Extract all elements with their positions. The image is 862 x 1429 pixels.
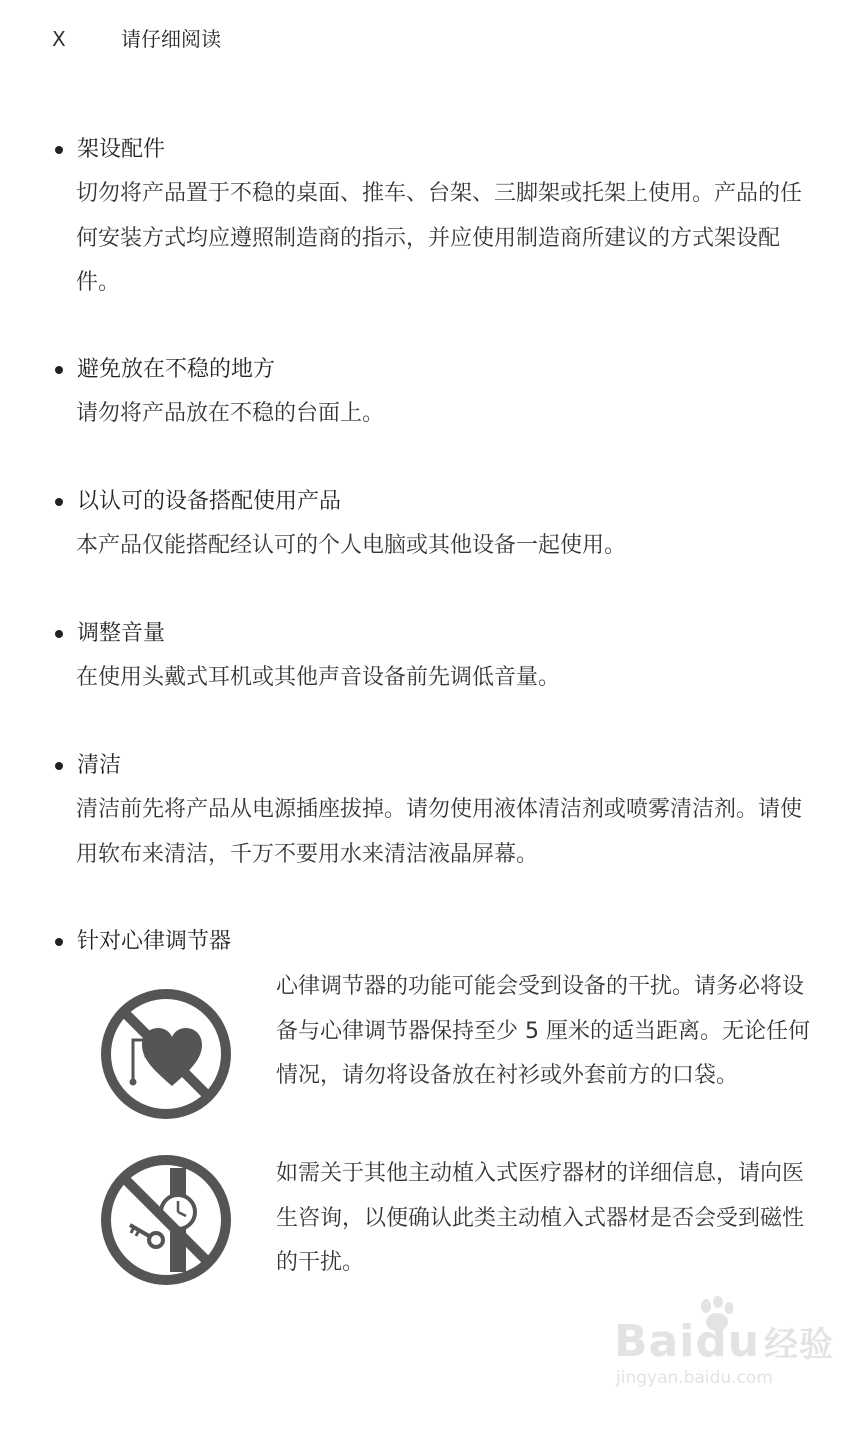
- bullet-icon: [55, 762, 63, 770]
- bullet-icon: [55, 630, 63, 638]
- section-heading: 避免放在不稳的地方: [77, 357, 276, 382]
- section-body: 切勿将产品置于不稳的桌面、推车、台架、三脚架或托架上使用。产品的任何安装方式均应遵照制造商的指示，并应使用制造商所建议的方式架设配件。: [76, 181, 803, 295]
- bullet-icon: [55, 366, 63, 374]
- close-button[interactable]: X: [52, 27, 66, 51]
- bullet-icon: [55, 146, 63, 154]
- section-heading: 调整音量: [77, 621, 166, 646]
- no-pacemaker-icon: [100, 988, 232, 1120]
- watermark-url: jingyan.baidu.com: [616, 1368, 773, 1388]
- pacemaker-warning-text: 心律调节器的功能可能会受到设备的干扰。请务必将设备与心律调节器保持至少 5 厘米的适当距离。无论任何情况，请勿将设备放在衬衫或外套前方的口袋。: [276, 974, 810, 1088]
- page-title: 请仔细阅读: [121, 27, 221, 51]
- section-heading: 架设配件: [77, 137, 166, 162]
- implant-warning-text: 如需关于其他主动植入式医疗器材的详细信息，请向医生咨询，以便确认此类主动植入式器材是否会受到磁性的干扰。: [276, 1161, 805, 1275]
- section-body: 在使用头戴式耳机或其他声音设备前先调低音量。: [76, 665, 561, 690]
- section-heading: 以认可的设备搭配使用产品: [77, 489, 342, 514]
- section-body: 清洁前先将产品从电源插座拔掉。请勿使用液体清洁剂或喷雾清洁剂。请使用软布来清洁，千万不要用水来清洁液晶屏幕。: [76, 797, 803, 867]
- bullet-icon: [55, 498, 63, 506]
- no-metal-implant-icon: [100, 1154, 232, 1286]
- watermark-suffix: 经验: [764, 1325, 835, 1365]
- section-heading: 针对心律调节器: [77, 929, 232, 954]
- bullet-icon: [55, 938, 63, 946]
- watermark-brand: Baidu 经验: [614, 1316, 835, 1367]
- section-heading: 清洁: [77, 753, 122, 778]
- baidu-watermark: [608, 1296, 835, 1396]
- section-body: 请勿将产品放在不稳的台面上。: [76, 401, 385, 426]
- section-body: 本产品仅能搭配经认可的个人电脑或其他设备一起使用。: [76, 533, 627, 558]
